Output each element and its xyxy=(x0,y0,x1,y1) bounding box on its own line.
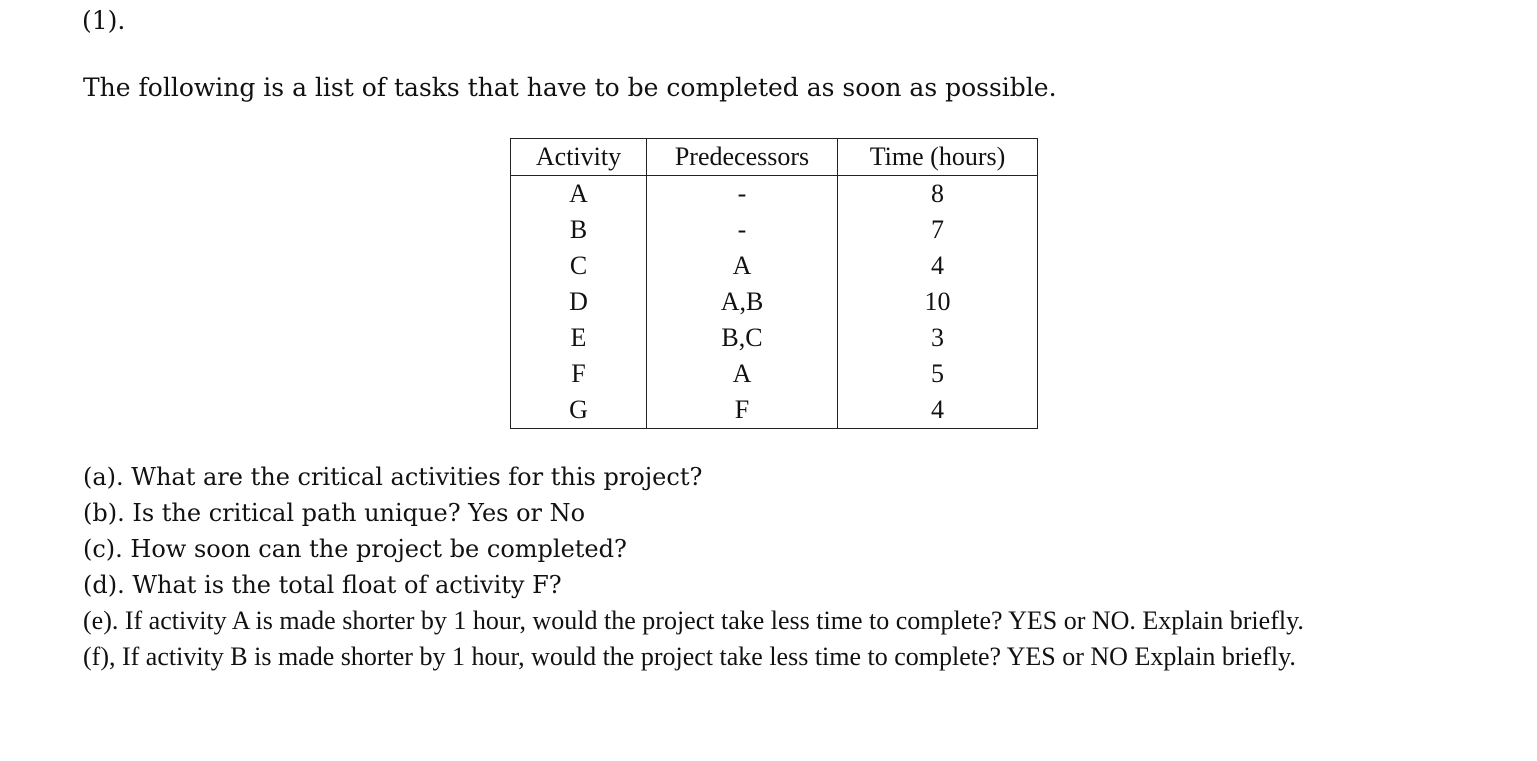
cell-predecessors: F xyxy=(647,392,838,429)
cell-activity: B xyxy=(511,212,647,248)
problem-number: (1). xyxy=(82,6,126,35)
table-row xyxy=(511,392,1038,429)
cell-predecessors: A,B xyxy=(647,284,838,320)
task-table-header xyxy=(511,139,1038,176)
cell-time: 7 xyxy=(838,212,1038,248)
cell-activity: F xyxy=(511,356,647,392)
cell-predecessors: A xyxy=(647,356,838,392)
cell-time: 5 xyxy=(838,356,1038,392)
cell-time: 8 xyxy=(838,176,1038,213)
cell-predecessors: B,C xyxy=(647,320,838,356)
table-row xyxy=(511,320,1038,356)
question-f: (f), If activity B is made shorter by 1 hour, would the project take less time to complete? YES or NO Explain briefly. xyxy=(83,642,1296,671)
cell-time: 10 xyxy=(838,284,1038,320)
question-a: (a). What are the critical activities for this project? xyxy=(83,463,703,491)
table-row xyxy=(511,356,1038,392)
header-predecessors: Predecessors xyxy=(647,139,838,176)
cell-predecessors: - xyxy=(647,212,838,248)
task-table xyxy=(510,138,1038,429)
cell-activity: C xyxy=(511,248,647,284)
header-activity: Activity xyxy=(511,139,647,176)
question-b: (b). Is the critical path unique? Yes or No xyxy=(83,499,586,527)
header-time: Time (hours) xyxy=(838,139,1038,176)
cell-time: 4 xyxy=(838,248,1038,284)
table-row xyxy=(511,284,1038,320)
table-row xyxy=(511,212,1038,248)
cell-time: 4 xyxy=(838,392,1038,429)
cell-predecessors: - xyxy=(647,176,838,213)
task-table-body xyxy=(511,176,1038,429)
problem-intro: The following is a list of tasks that have to be completed as soon as possible. xyxy=(83,73,1057,102)
cell-activity: D xyxy=(511,284,647,320)
table-row xyxy=(511,176,1038,213)
question-c: (c). How soon can the project be completed? xyxy=(83,535,627,563)
cell-predecessors: A xyxy=(647,248,838,284)
cell-activity: E xyxy=(511,320,647,356)
cell-time: 3 xyxy=(838,320,1038,356)
table-row xyxy=(511,248,1038,284)
question-list xyxy=(83,459,1464,675)
question-e: (e). If activity A is made shorter by 1 hour, would the project take less time to complete? YES or NO. Explain briefly. xyxy=(83,606,1304,635)
cell-activity: G xyxy=(511,392,647,429)
cell-activity: A xyxy=(511,176,647,213)
question-d: (d). What is the total float of activity F? xyxy=(83,571,562,599)
header-row xyxy=(511,139,1038,176)
